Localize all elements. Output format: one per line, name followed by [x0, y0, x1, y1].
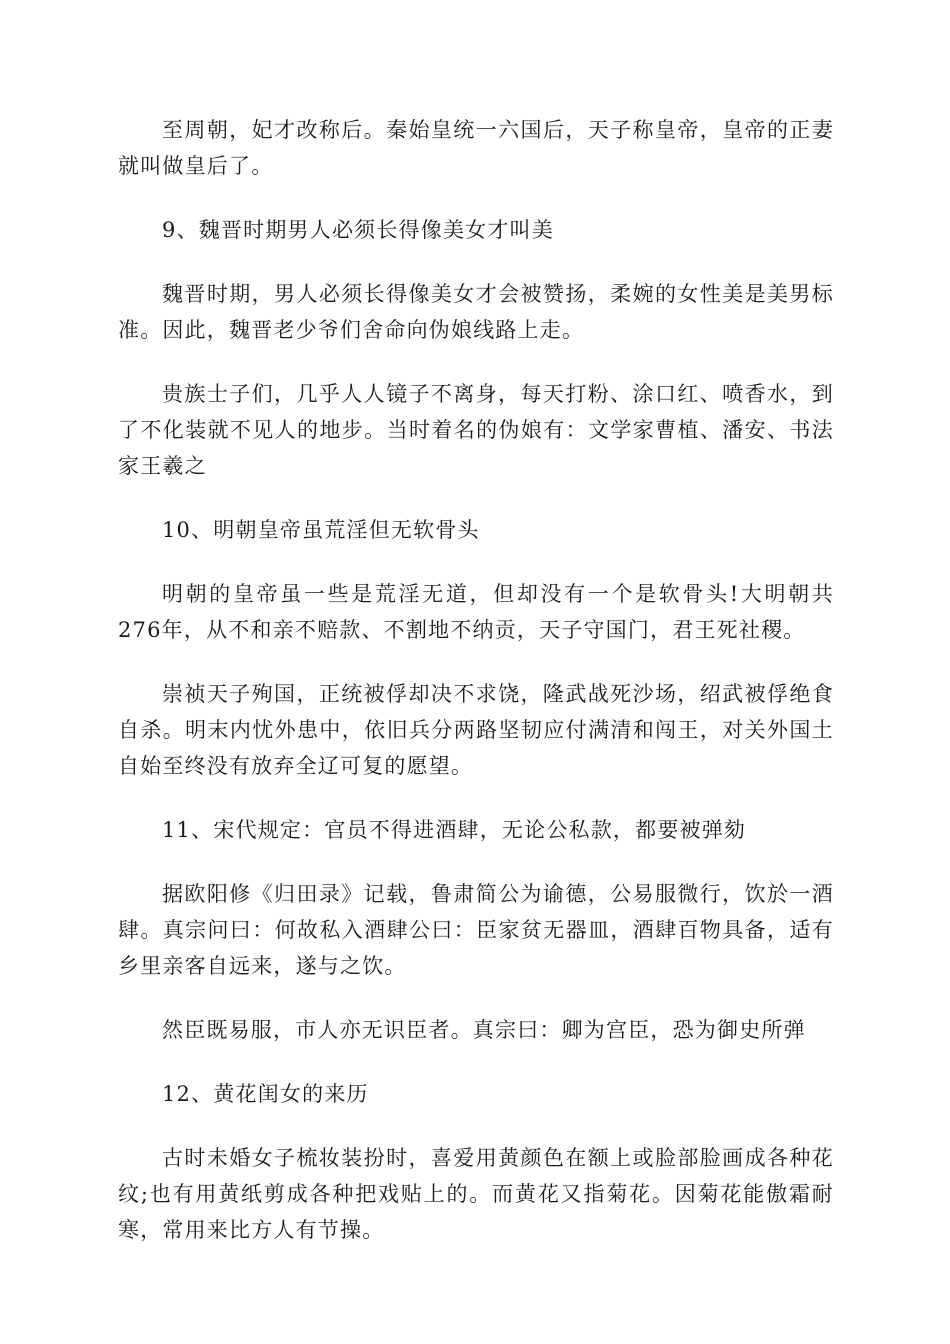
paragraph-song-reply: 然臣既易服，市人亦无识臣者。真宗曰：卿为宫臣，恐为御史所弹 — [162, 1018, 806, 1042]
section-heading-9: 9、魏晋时期男人必须长得像美女才叫美 — [162, 218, 554, 242]
paragraph-song-record: 据欧阳修《归田录》记载，鲁肃简公为谕德，公易服微行，饮於一酒肆。真宗问曰：何故私入酒肆公曰：臣家贫无器皿，酒肆百物具备，适有乡里亲客自远来，遂与之饮。 — [118, 882, 834, 978]
section-heading-11: 11、宋代规定：官员不得进酒肆，无论公私款，都要被弹劾 — [162, 818, 747, 842]
paragraph-weijin-beauty: 魏晋时期，男人必须长得像美女才会被赞扬，柔婉的女性美是美男标准。因此，魏晋老少爷们舍命向伪娘线路上走。 — [118, 282, 834, 342]
section-heading-10: 10、明朝皇帝虽荒淫但无软骨头 — [162, 518, 480, 542]
document-body — [118, 112, 834, 1276]
paragraph-empress-origin: 至周朝，妃才改称后。秦始皇统一六国后，天子称皇帝，皇帝的正妻就叫做皇后了。 — [118, 118, 834, 178]
paragraph-huanghua: 古时未婚女子梳妆装扮时，喜爱用黄颜色在额上或脸部脸画成各种花纹;也有用黄纸剪成各种把戏贴上的。而黄花又指菊花。因菊花能傲霜耐寒，常用来比方人有节操。 — [118, 1146, 834, 1242]
section-heading-12: 12、黄花闺女的来历 — [162, 1082, 369, 1106]
paragraph-ming-emperors: 明朝的皇帝虽一些是荒淫无道，但却没有一个是软骨头!大明朝共276年，从不和亲不赔款、不割地不纳贡，天子守国门，君王死社稷。 — [118, 582, 834, 642]
paragraph-ming-late: 崇祯天子殉国，正统被俘却决不求饶，隆武战死沙场，绍武被俘绝食自杀。明末内忧外患中，依旧兵分两路坚韧应付满清和闯王，对关外国土自始至终没有放弃全辽可复的愿望。 — [118, 682, 834, 778]
paragraph-weijin-nobles: 贵族士子们，几乎人人镜子不离身，每天打粉、涂口红、喷香水，到了不化装就不见人的地步。当时着名的伪娘有：文学家曹植、潘安、书法家王羲之 — [118, 382, 834, 478]
